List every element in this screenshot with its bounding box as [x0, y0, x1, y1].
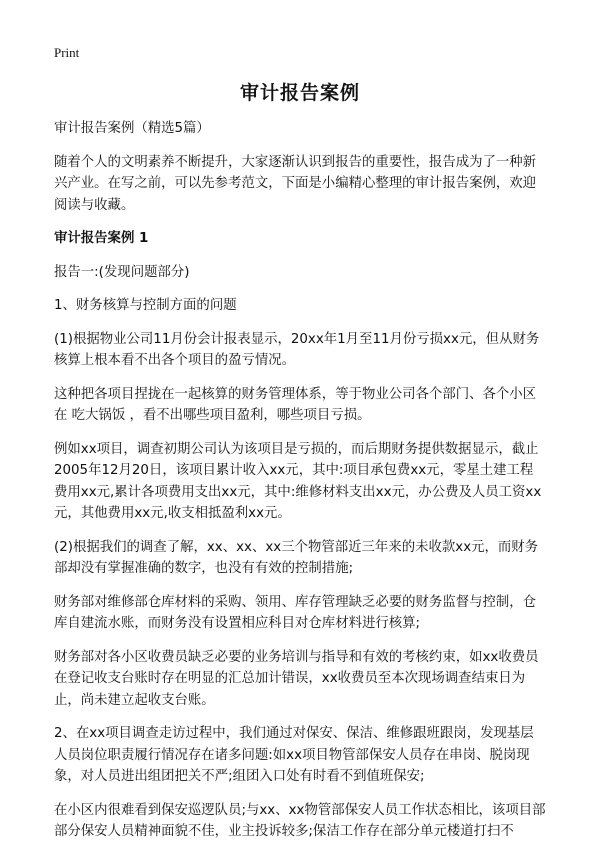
page-title: 审计报告案例 [239, 82, 360, 104]
body-paragraph: 2、在xx项目调查走访过程中，我们通过对保安、保洁、维修跟班跟岗，发现基层人员岗位职责履行情况存在诸多问题:如xx项目物管部保安人员存在串岗、脱岗现象，对人员进出组团把关不严;组团入口处有时看不到值班保安; [54, 726, 534, 784]
report-heading: 报告一:(发现问题部分) [54, 264, 190, 280]
issue-heading: 1、财务核算与控制方面的问题 [54, 298, 237, 313]
subtitle: 审计报告案例（精选5篇） [54, 121, 210, 136]
body-paragraph: 财务部对各小区收费员缺乏必要的业务培训与指导和有效的考核约束，如xx收费员在登记收支台账时存在明显的汇总加计错误，xx收费员至本次现场调查结束日为止，尚未建立起收支台账。 [54, 649, 539, 708]
body-paragraph: 财务部对维修部仓库材料的采购、领用、库存管理缺乏必要的财务监督与控制，仓库自建流水账，而财务没有设置相应科目对仓库材料进行核算; [54, 594, 537, 631]
intro-paragraph: 随着个人的文明素养不断提升，大家逐渐认识到报告的重要性，报告成为了一种新兴产业。在写之前，可以先参考范文，下面是小编精心整理的审计报告案例，欢迎阅读与收藏。 [54, 154, 537, 213]
body-paragraph: (1)根据物业公司11月份会计报表显示，20xx年1月至11月份亏损xx元，但从财务核算上根本看不出各个项目的盈亏情况。 [54, 331, 540, 368]
print-link[interactable]: Print [54, 45, 80, 60]
document-body [54, 118, 546, 855]
body-paragraph: (2)根据我们的调查了解，xx、xx、xx三个物管部近三年来的未收款xx元，而财务部却没有掌握准确的数字，也没有有效的控制措施; [54, 539, 539, 576]
body-paragraph: 在小区内很难看到保安巡逻队员;与xx、xx物管部保安人员工作状态相比，该项目部部分保安人员精神面貌不佳，业主投诉较多;保洁工作存在部分单元楼道打扫不 [54, 802, 546, 839]
body-paragraph: 这种把各项目捏拢在一起核算的财务管理体系，等于物业公司各个部门、各个小区在 吃大锅饭 ，看不出哪些项目盈利，哪些项目亏损。 [54, 386, 537, 423]
section-heading: 审计报告案例 1 [54, 231, 149, 246]
body-paragraph: 例如xx项目，调查初期公司认为该项目是亏损的，而后期财务提供数据显示，截止2005年12月20日，该项目累计收入xx元，其中:项目承包费xx元，零星土建工程费用xx元,累计各项费用支出xx元，其中:维修材料支出xx元，办公费及人员工资xx元，其他费用xx元,收支相抵盈利xx元。 [54, 441, 542, 521]
